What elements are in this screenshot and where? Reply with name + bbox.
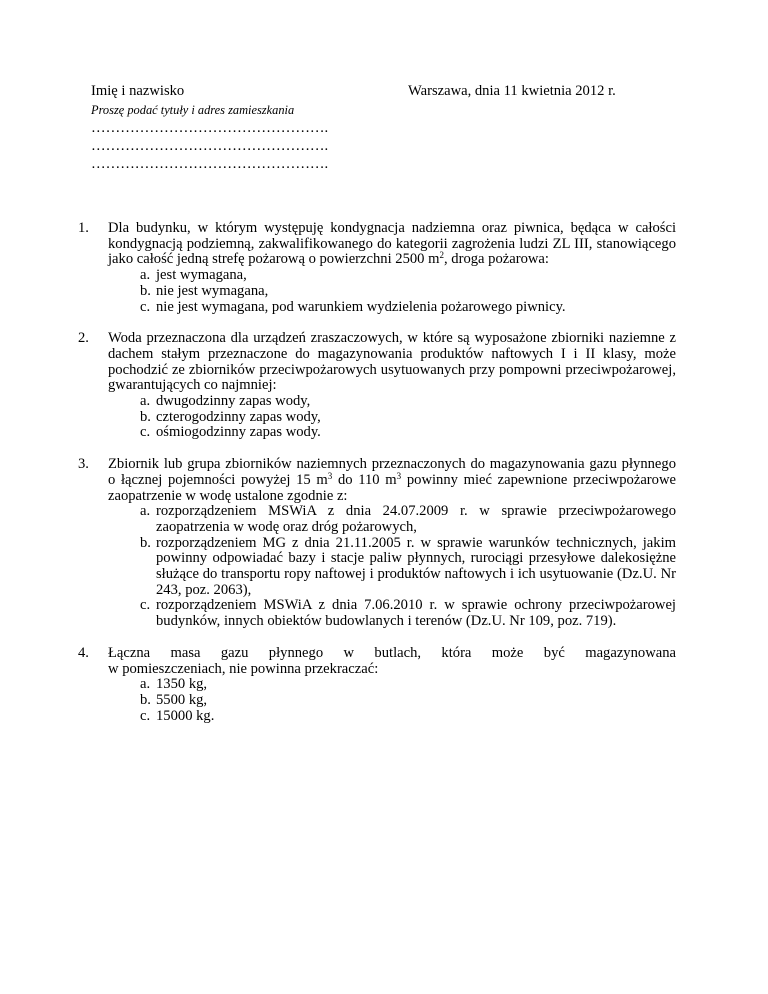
answer-option-a: a. dwugodzinny zapas wody, bbox=[140, 393, 311, 410]
question-text-line-1: Łączna masa gazu płynnego w butlach, która może być magazynowana bbox=[108, 644, 676, 661]
answer-option-b: b. rozporządzeniem MG z dnia 21.11.2005 r. w sprawie warunków technicznych, jakim powinny odpowiadać bazy i stacje paliw płynnych, rurociągi przesyłowe dalekosiężne służące do transportu ropy naftowej i produktów naftowych i ich usytuowanie (Dz.U. Nr 243, poz. 2063), bbox=[140, 534, 676, 598]
answer-options bbox=[108, 677, 676, 724]
question-text: Zbiornik lub grupa zbiorników naziemnych przeznaczonych do magazynowania gazu płynnego o łącznej pojemności powyżej 15 $m^3$ do 110 $m^3$ powinny mieć zapewnione przeciwpożarowe zaopatrzenie w wodę ustalone zgodnie z: bbox=[108, 456, 676, 504]
question-2 bbox=[78, 330, 676, 441]
answer-option-c: c. ośmiogodzinny zapas wody. bbox=[140, 424, 321, 441]
question-number: 1. bbox=[78, 220, 89, 236]
address-line-2: …………………………………………. bbox=[91, 137, 329, 154]
answer-option-b: b. czterogodzinny zapas wody, bbox=[140, 408, 321, 425]
question-1 bbox=[78, 220, 676, 315]
answer-options bbox=[108, 394, 676, 441]
name-label: Imię i nazwisko bbox=[91, 83, 185, 99]
question-list bbox=[78, 220, 676, 740]
address-hint: Proszę podać tytuły i adres zamieszkania bbox=[91, 102, 295, 117]
date-line: Warszawa, dnia 11 kwietnia 2012 r. bbox=[408, 83, 616, 99]
answer-option-c: c. rozporządzeniem MSWiA z dnia 7.06.2010 r. w sprawie ochrony przeciwpożarowej budynków, innych obiektów budowlanych i terenów (Dz.U. Nr 109, poz. 719). bbox=[140, 597, 676, 630]
answer-option-b: b. 5500 kg, bbox=[140, 691, 208, 708]
question-text: Dla budynku, w którym występuję kondygnacja nadziemna oraz piwnica, będąca w całości kondygnacją podziemną, zakwalifikowanego do kategorii zagrożenia ludzi ZL III, stanowiącego jako całość jedną strefę pożarową o powierzchni 2500 $m^2$, droga pożarowa: bbox=[108, 220, 676, 268]
applicant-block bbox=[91, 84, 328, 172]
question-number: 3. bbox=[78, 456, 89, 473]
question-3 bbox=[78, 456, 676, 630]
address-line-3: …………………………………………. bbox=[91, 155, 329, 172]
question-number: 2. bbox=[78, 330, 89, 347]
answer-option-c: c. nie jest wymagana, pod warunkiem wydzielenia pożarowego piwnicy. bbox=[140, 298, 566, 315]
question-number: 4. bbox=[78, 644, 89, 661]
answer-option-a: a. jest wymagana, bbox=[140, 267, 247, 284]
address-line-1: …………………………………………. bbox=[91, 119, 329, 136]
answer-option-b: b. nie jest wymagana, bbox=[140, 282, 269, 299]
answer-option-a: a. 1350 kg, bbox=[140, 676, 208, 693]
answer-options bbox=[108, 504, 676, 630]
question-4 bbox=[78, 644, 676, 725]
answer-option-c: c. 15000 kg. bbox=[140, 707, 215, 724]
question-text bbox=[108, 646, 676, 677]
question-text: Woda przeznaczona dla urządzeń zraszaczowych, w które są wyposażone zbiorniki naziemne z dachem stałym przeznaczone do magazynowania produktów naftowych I i II klasy, może pochodzić ze zbiorników przeciwpożarowych usytuowanych przy pompowni przeciwpożarowej, gwarantujących co najmniej: bbox=[108, 330, 676, 394]
question-text-line-2: w pomieszczeniach, nie powinna przekraczać: bbox=[108, 660, 379, 677]
answer-options bbox=[108, 268, 676, 315]
answer-option-a: a. rozporządzeniem MSWiA z dnia 24.07.2009 r. w sprawie przeciwpożarowego zaopatrzenia w wodę oraz dróg pożarowych, bbox=[140, 503, 676, 535]
